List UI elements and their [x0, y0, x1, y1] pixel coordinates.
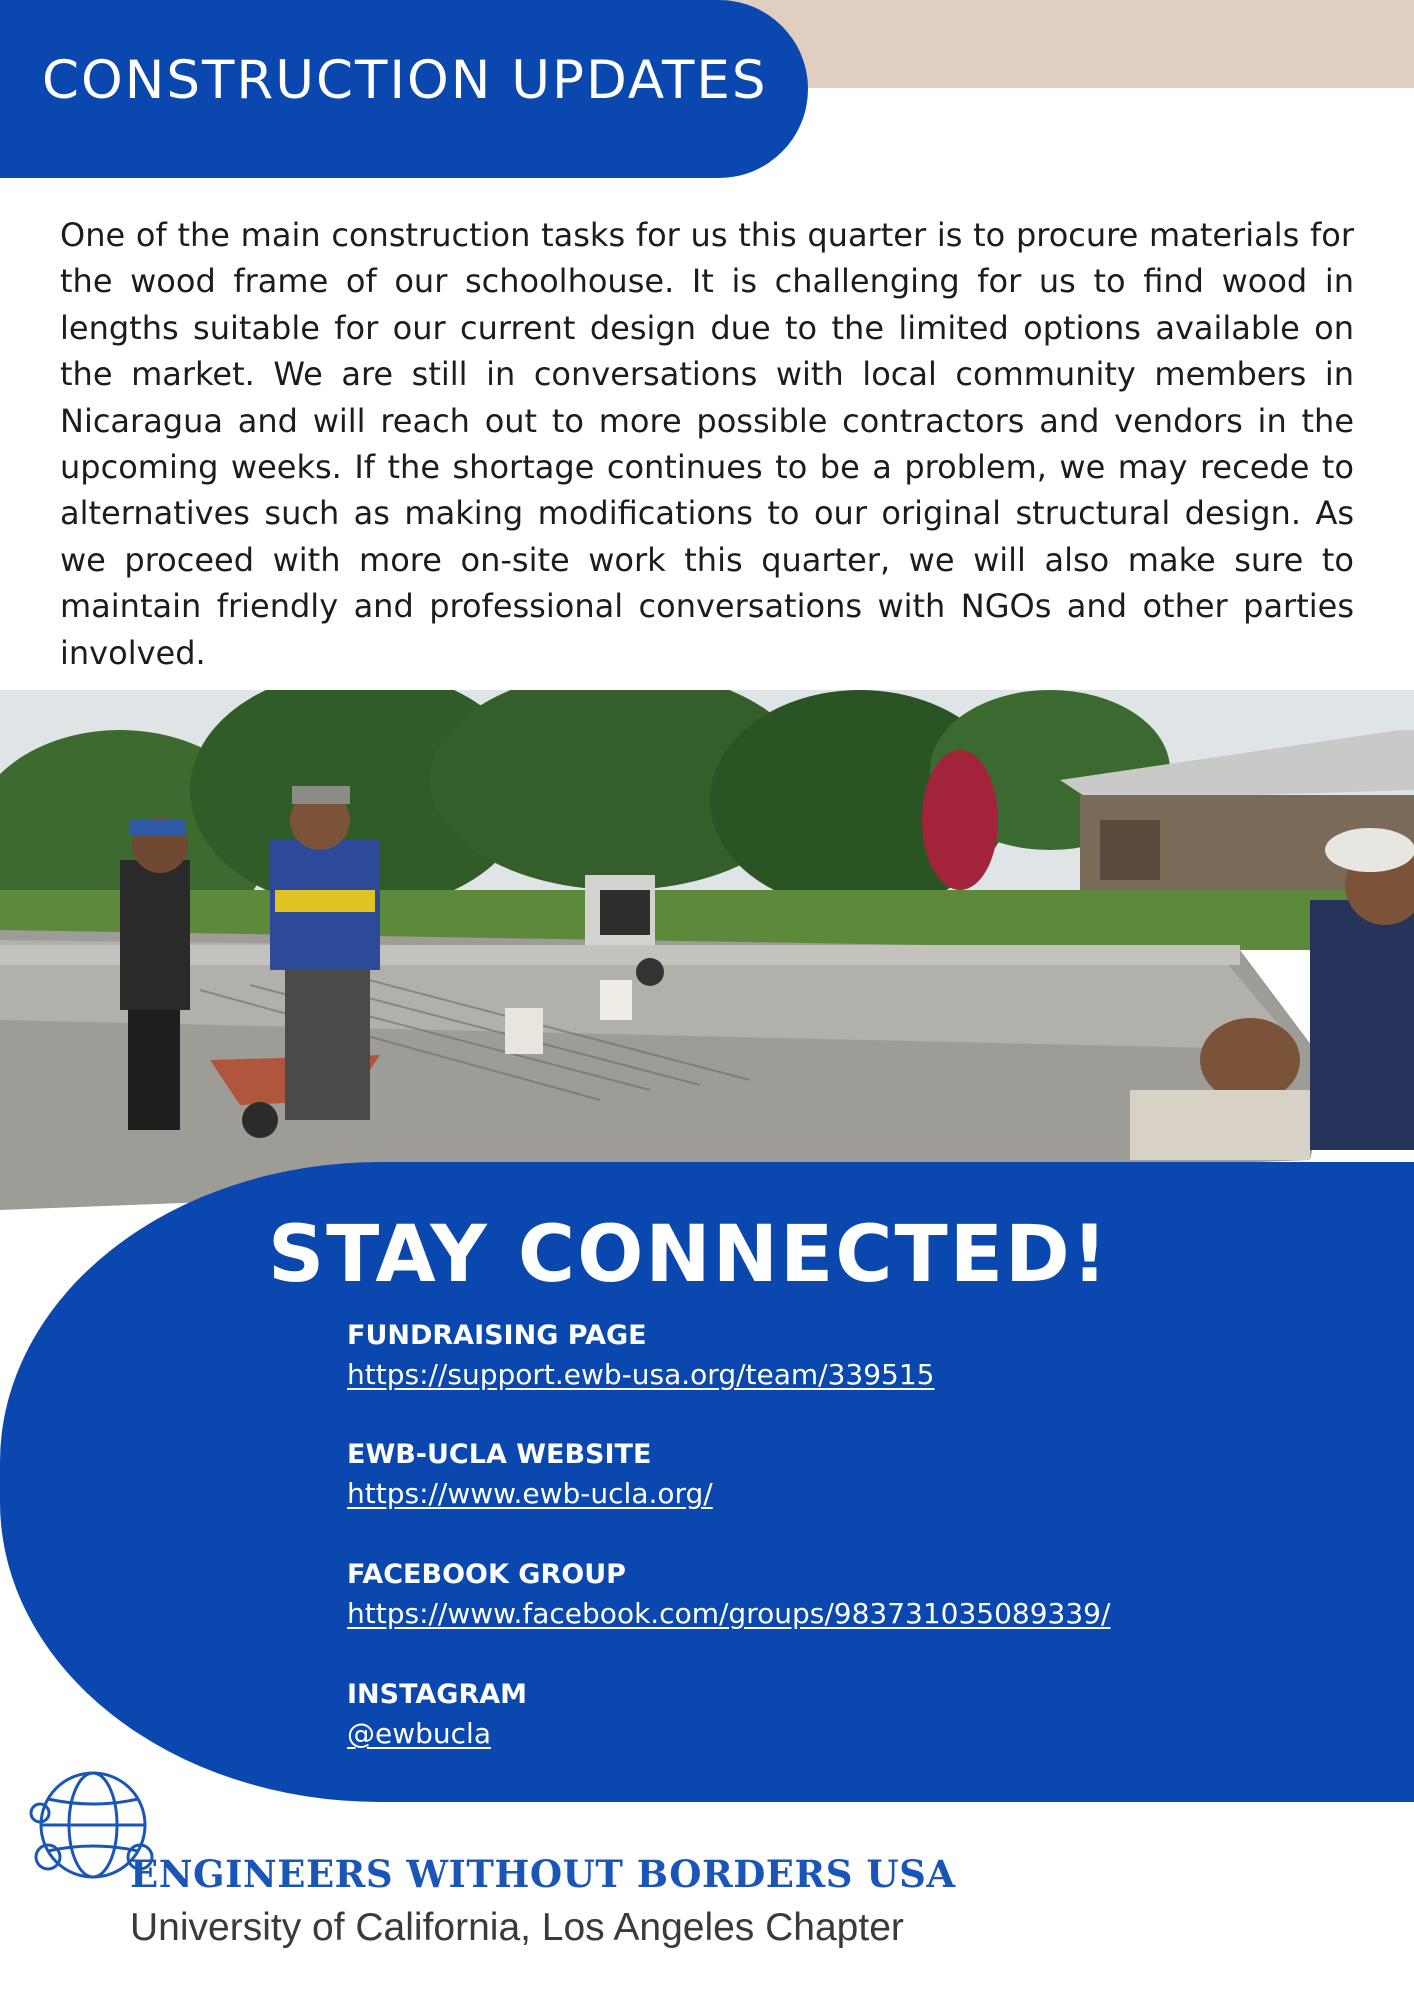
organization-name: ENGINEERS WITHOUT BORDERS USA [130, 1852, 956, 1896]
fundraising-link-group [347, 1318, 934, 1396]
website-label: EWB-UCLA WEBSITE [347, 1439, 652, 1470]
facebook-link[interactable]: https://www.facebook.com/groups/983731035089339/ [347, 1597, 1111, 1630]
fundraising-link[interactable]: https://support.ewb-usa.org/team/339515 [347, 1358, 935, 1391]
page-title: CONSTRUCTION UPDATES [42, 50, 768, 111]
construction-site-photo [0, 690, 1414, 1210]
chapter-name: University of California, Los Angeles Chapter [130, 1906, 904, 1949]
instagram-link-group [347, 1677, 527, 1755]
instagram-link[interactable]: @ewbucla [347, 1717, 491, 1750]
website-link-group [347, 1437, 713, 1515]
website-link[interactable]: https://www.ewb-ucla.org/ [347, 1477, 713, 1510]
header-banner [0, 0, 808, 178]
facebook-label: FACEBOOK GROUP [347, 1559, 626, 1590]
facebook-link-group [347, 1557, 1110, 1635]
intro-paragraph: One of the main construction tasks for us this quarter is to procure materials for the wood frame of our schoolhouse. It is challenging for us to find wood in lengths suitable for our current design due to the limited options available on the market. We are still in conversations with local community members in Nicaragua and will reach out to more possible contractors and vendors in the upcoming weeks. If the shortage continues to be a problem, we may recede to alternatives such as making modifications to our original structural design. As we proceed with more on-site work this quarter, we will also make sure to maintain friendly and professional conversations with NGOs and other parties involved. [60, 216, 1354, 672]
stay-connected-title: STAY CONNECTED! [268, 1210, 1110, 1300]
fundraising-label: FUNDRAISING PAGE [347, 1320, 647, 1351]
instagram-label: INSTAGRAM [347, 1679, 528, 1710]
